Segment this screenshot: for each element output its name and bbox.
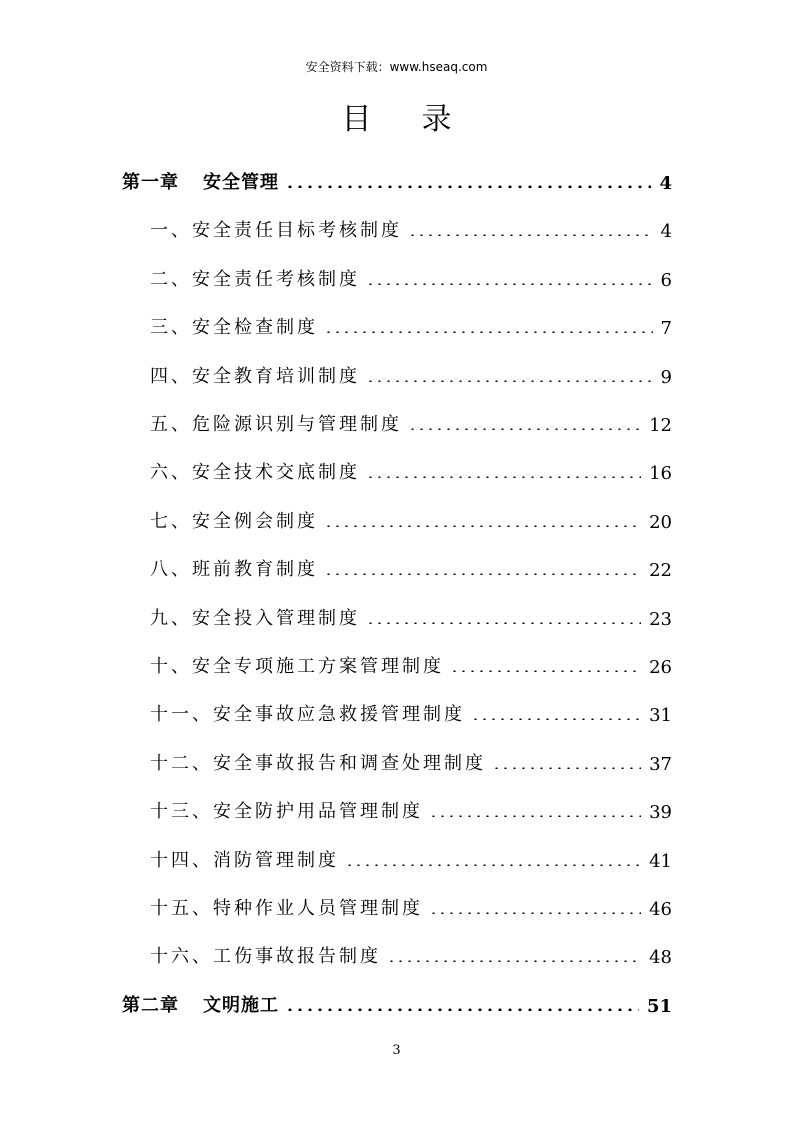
toc-entry-label: 四、安全教育培训制度 [150,365,360,387]
toc-section-entry[interactable] [0,838,793,872]
toc-entry-label: 十六、工伤事故报告制度 [150,946,381,968]
dot-leader [324,573,641,575]
toc-section-entry[interactable] [0,789,793,823]
toc-entry-label: 二、安全责任考核制度 [150,268,360,290]
dot-leader [345,864,641,866]
toc-entry-label: 七、安全例会制度 [150,510,318,532]
toc-section-entry[interactable] [0,596,793,630]
toc-entry-label: 三、安全检查制度 [150,317,318,339]
dot-leader [471,718,641,720]
toc-section-entry[interactable] [0,305,793,339]
toc-entry-label: 五、危险源识别与管理制度 [150,414,402,435]
toc-section-entry[interactable] [0,499,793,533]
toc-entry-page-number: 6 [660,269,672,291]
toc-entry-label: 九、安全投入管理制度 [150,607,360,629]
page-header: 安全资料下载：www.hseaq.com [305,60,488,74]
dot-leader [285,185,651,188]
toc-section-entry[interactable] [0,450,793,484]
toc-section-entry[interactable] [0,692,793,726]
toc-entry-page-number: 22 [649,560,672,582]
dot-leader [285,1008,639,1011]
toc-entry-page-number: 23 [649,608,672,630]
toc-entry-label [122,168,279,194]
toc-section-entry[interactable] [0,934,793,968]
toc-entry-page-number: 39 [649,802,672,824]
toc-entry-page-number: 48 [649,947,672,969]
toc-entry-label: 十五、特种作业人员管理制度 [150,898,423,919]
toc-section-entry[interactable] [0,354,793,388]
dot-leader [450,670,641,672]
page-number: 3 [392,1043,401,1058]
toc-entry-label: 十、安全专项施工方案管理制度 [150,656,444,677]
toc-entry-page-number: 20 [649,511,672,533]
toc-entry-page-number: 26 [649,657,672,678]
chapter-title: 文明施工 [203,994,279,1016]
toc-entry-page-number: 31 [649,705,672,727]
chapter-number: 第一章 [122,172,179,193]
toc-chapter-entry[interactable] [0,983,793,1017]
toc-entry-label: 八、班前教育制度 [150,559,318,581]
toc-entry-page-number: 37 [649,753,672,775]
toc-entry-label: 十一、安全事故应急救援管理制度 [150,704,465,726]
toc-section-entry[interactable] [0,208,793,242]
dot-leader [408,234,653,236]
toc-entry-page-number: 41 [649,850,672,872]
dot-leader [324,525,641,527]
toc-entry-label: 十二、安全事故报告和调查处理制度 [150,752,486,774]
toc-section-entry[interactable] [0,886,793,920]
toc-entry-label [122,991,279,1017]
toc-entry-page-number: 4 [660,221,672,243]
toc-entry-page-number: 16 [649,463,672,485]
toc-section-entry[interactable] [0,402,793,436]
toc-entry-label: 六、安全技术交底制度 [150,462,360,484]
dot-leader [387,960,641,962]
dot-leader [324,331,653,333]
toc-entry-page-number: 9 [660,366,672,388]
dot-leader [429,815,641,817]
toc-section-entry[interactable] [0,547,793,581]
dot-leader [366,283,653,285]
dot-leader [366,622,641,624]
dot-leader [492,767,641,769]
toc-section-entry[interactable] [0,257,793,291]
toc-entry-page-number: 4 [659,173,672,194]
toc-section-entry[interactable] [0,741,793,775]
toc-entry-label: 十四、消防管理制度 [150,849,339,871]
chapter-number: 第二章 [122,994,179,1016]
dot-leader [366,476,641,478]
dot-leader [408,428,641,430]
dot-leader [366,380,653,382]
toc-entry-label: 一、安全责任目标考核制度 [150,220,402,242]
toc-entry-label: 十三、安全防护用品管理制度 [150,801,423,823]
toc-chapter-entry[interactable] [0,160,793,194]
dot-leader [429,912,641,914]
toc-section-entry[interactable] [0,644,793,678]
chapter-title: 安全管理 [203,172,279,193]
toc-entry-page-number: 46 [649,899,672,920]
toc-entry-page-number: 51 [646,995,672,1017]
toc-entry-page-number: 7 [660,318,672,340]
toc-title: 目录 [341,102,502,137]
toc-entry-page-number: 12 [649,415,672,436]
